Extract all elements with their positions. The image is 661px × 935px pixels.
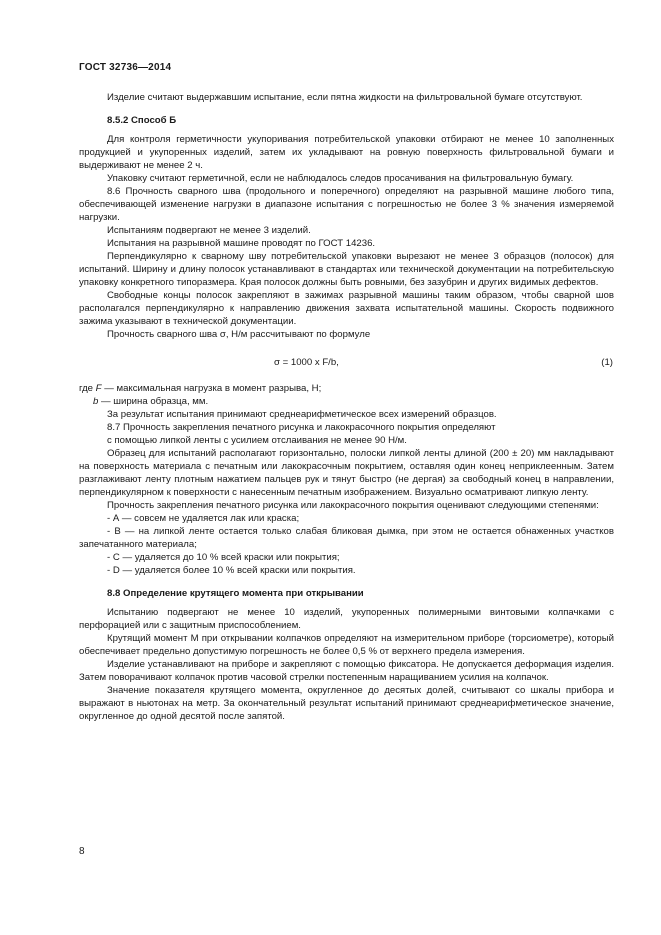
document-body xyxy=(79,91,614,723)
paragraph: За результат испытания принимают среднеарифметическое всех измерений образцов. xyxy=(107,409,497,420)
paragraph: Испытанию подвергают не менее 10 изделий, укупоренных полимерными винтовыми колпачками с перфорацией или с защитным приспособлением. xyxy=(79,607,614,631)
paragraph: Упаковку считают герметичной, если не наблюдалось следов просачивания на фильтровальную бумагу. xyxy=(107,173,574,184)
formula xyxy=(79,356,614,370)
where-line-b: b — ширина образца, мм. xyxy=(93,396,209,407)
formula-number: (1) xyxy=(601,357,613,368)
paragraph: Испытаниям подвергают не менее 3 изделий. xyxy=(107,225,311,236)
list-item-a: - А — совсем не удаляется лак или краска; xyxy=(107,513,300,524)
paragraph: Крутящий момент М при открывании колпачков определяют на измерительном приборе (торсиометре), который обеспечивает предельно допустимую погрешность не более 0,5 % от верхнего предела измерения. xyxy=(79,633,614,657)
list-item-c: - С — удаляется до 10 % всей краски или покрытия; xyxy=(107,552,340,563)
paragraph: Прочность сварного шва σ, Н/м рассчитывают по формуле xyxy=(107,329,371,340)
paragraph: Изделие считают выдержавшим испытание, если пятна жидкости на фильтровальной бумаге отсутствуют. xyxy=(107,92,583,103)
paragraph: Для контроля герметичности укупоривания потребительской упаковки отбирают не менее 10 заполненных продукцией и укупоренных изделий, затем их укладывают на ровную поверхность фильтровальной бумаги и выдерживают не менее 2 ч. xyxy=(79,134,614,171)
paragraph: Прочность закрепления печатного рисунка или лакокрасочного покрытия оценивают следующими степенями: xyxy=(107,500,599,511)
paragraph: Испытания на разрывной машине проводят по ГОСТ 14236. xyxy=(107,238,376,249)
paragraph-8-6: 8.6 Прочность сварного шва (продольного и поперечного) определяют на разрывной машине любого типа, обеспечивающей изменение нагрузки в диапазоне испытания с погрешностью не более 3 % значения измеряемой нагрузки. xyxy=(79,186,614,223)
paragraph: Свободные концы полосок закрепляют в зажимах разрывной машины таким образом, чтобы сварной шов располагался перпендикулярно к направлению движения захвата испытательной машины. Скорость подвижного зажима указывают в технической документации. xyxy=(79,290,614,327)
paragraph: Значение показателя крутящего момента, округленное до десятых долей, считывают со шкалы прибора и выражают в ньютонах на метр. За окончательный результат испытаний принимают среднеарифметическое значение, округленное до одной десятой после запятой. xyxy=(79,685,614,722)
list-item-b: - В — на липкой ленте остается только слабая бликовая дымка, при этом не остается обнаженных участков запечатанного материала; xyxy=(79,526,614,550)
document-header: ГОСТ 32736—2014 xyxy=(79,62,172,73)
section-heading-8-5-2: 8.5.2 Способ Б xyxy=(107,115,177,126)
where-line-f: где F — максимальная нагрузка в момент разрыва, Н; xyxy=(79,383,322,394)
page-number: 8 xyxy=(79,846,85,857)
list-item-d: - D — удаляется более 10 % всей краски или покрытия. xyxy=(107,565,356,576)
paragraph-8-7-cont: с помощью липкой ленты с усилием отслаивания не менее 90 Н/м. xyxy=(107,435,407,446)
section-heading-8-8: 8.8 Определение крутящего момента при открывании xyxy=(107,588,364,599)
formula-expression: σ = 1000 x F/b, xyxy=(274,357,339,368)
paragraph-8-7: 8.7 Прочность закрепления печатного рисунка и лакокрасочного покрытия определяют xyxy=(107,422,496,433)
paragraph: Изделие устанавливают на приборе и закрепляют с помощью фиксатора. Не допускается деформация изделия. Затем поворачивают колпачок против часовой стрелки постепенным наращиванием усилия на колпачок. xyxy=(79,659,614,683)
paragraph: Образец для испытаний располагают горизонтально, полоски липкой ленты длиной (200 ± 20) мм накладывают на поверхность материала с печатным или лакокрасочным покрытием, оставляя один конец неприклеенным. Затем разглаживают ленту плотным нажатием пальцев рук и тянут быстро (не дергая) за свободный конец в направлении, перпендикулярном к поверхности с нанесенным печатным изображением. Визуально осматривают липкую ленту. xyxy=(79,448,614,498)
paragraph: Перпендикулярно к сварному шву потребительской упаковки вырезают не менее 3 образцов (полосок) для испытаний. Ширину и длину полосок устанавливают в стандартах или технической документации на потребительскую упаковку конкретного типоразмера. Края полосок должны быть ровными, без зазубрин и других видимых дефектов. xyxy=(79,251,614,288)
